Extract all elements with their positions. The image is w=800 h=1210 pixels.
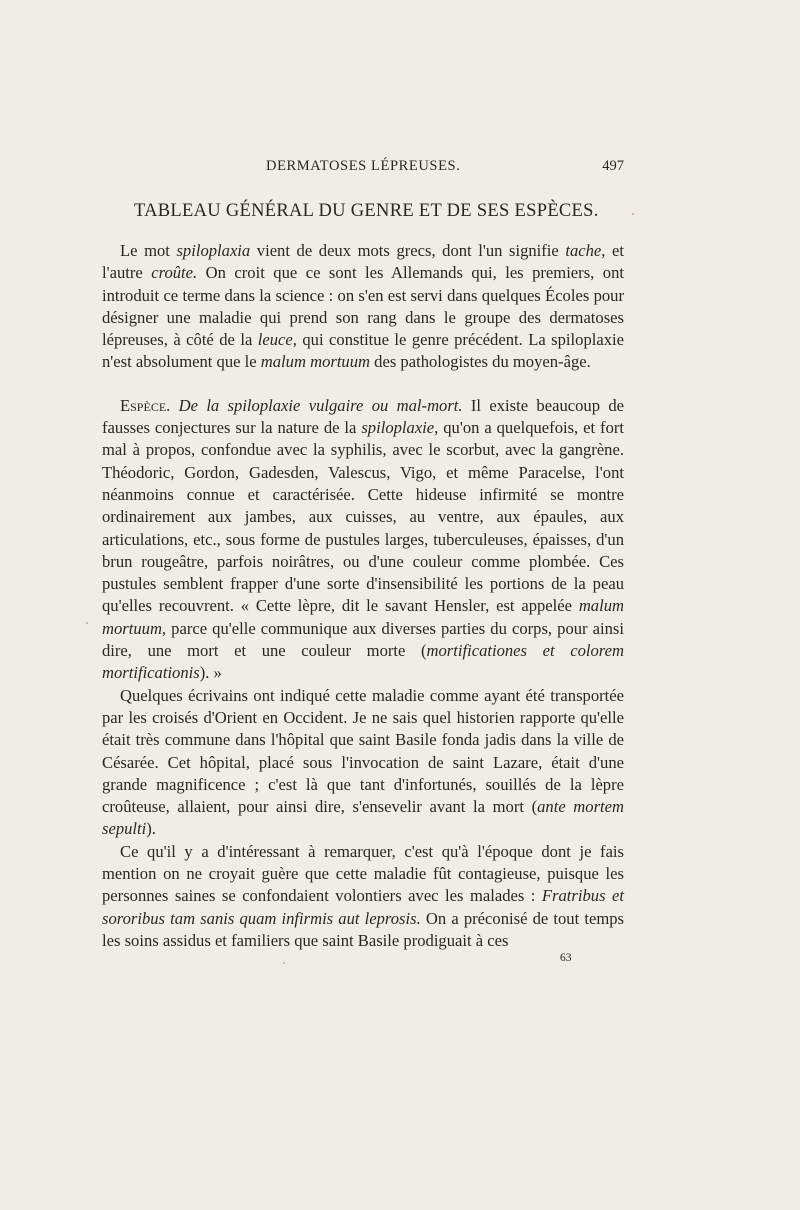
- paper-speck: [632, 213, 634, 215]
- section-title: TABLEAU GÉNÉRAL DU GENRE ET DE SES ESPÈCES.: [134, 201, 599, 221]
- paragraph-2: Espèce. De la spiloplaxie vulgaire ou mal-mort. Il existe beaucoup de fausses conjectures sur la nature de la spiloplaxie, qu'on a quelquefois, et fort mal à propos, confondue avec la syphilis, avec le scorbut, avec la gangrène. Théodoric, Gordon, Gadesden, Valescus, Vigo, et même Paracelse, l'ont néanmoins connue et caractérisée. Cette hideuse infirmité se montre ordinairement aux jambes, aux cuisses, au ventre, aux épaules, aux articulations, etc., sous forme de pustules larges, tuberculeuses, épaisses, d'un brun rougeâtre, parfois noirâtres, ou d'une couleur comme plombée. Ces pustules semblent frapper d'une sorte d'insensibilité les portions de la peau qu'elles recouvrent. « Cette lèpre, dit le savant Hensler, est appelée malum mortuum, parce qu'elle communique aux diverses parties du corps, pour ainsi dire, une mort et une couleur morte (mortificationes et colorem mortificationis). »: [102, 395, 624, 683]
- page-number: 497: [602, 158, 624, 174]
- signature-mark: 63: [560, 952, 572, 964]
- body-text: [102, 240, 624, 952]
- paper-speck: [283, 962, 285, 964]
- paper-speck: [86, 622, 88, 624]
- species-label: Espèce.: [120, 395, 171, 415]
- page-header: [102, 158, 624, 178]
- paragraph-4: Ce qu'il y a d'intéressant à remarquer, c'est qu'à l'époque dont je fais mention on ne croyait guère que cette maladie fût contagieuse, puisque les personnes saines se confondaient volontiers avec les malades : Fratribus et sororibus tam sanis quam infirmis aut leprosis. On a préconisé de tout temps les soins assidus et familiers que saint Basile prodiguait à ces: [102, 841, 625, 950]
- running-title: DERMATOSES LÉPREUSES.: [266, 158, 461, 174]
- paragraph-3: Quelques écrivains ont indiqué cette maladie comme ayant été transportée par les croisés d'Orient en Occident. Je ne sais quel historien rapporte qu'elle était très commune dans l'hôpital que saint Basile fonda jadis dans la ville de Césarée. Cet hôpital, placé sous l'invocation de saint Lazare, était d'une grande magnificence ; c'est là que tant d'infortunés, souillés de la lèpre croûteuse, allaient, pour ainsi dire, s'ensevelir avant la mort (ante mortem sepulti).: [102, 685, 624, 839]
- paragraph-1: Le mot spiloplaxia vient de deux mots grecs, dont l'un signifie tache, et l'autre croûte. On croit que ce sont les Allemands qui, les premiers, ont introduit ce terme dans la science : on s'en est servi dans quelques Écoles pour désigner une maladie qui prend son rang dans le groupe des dermatoses lépreuses, à côté de la leuce, qui constitue le genre précédent. La spiloplaxie n'est absolument que le malum mortuum des pathologistes du moyen-âge.: [102, 241, 624, 372]
